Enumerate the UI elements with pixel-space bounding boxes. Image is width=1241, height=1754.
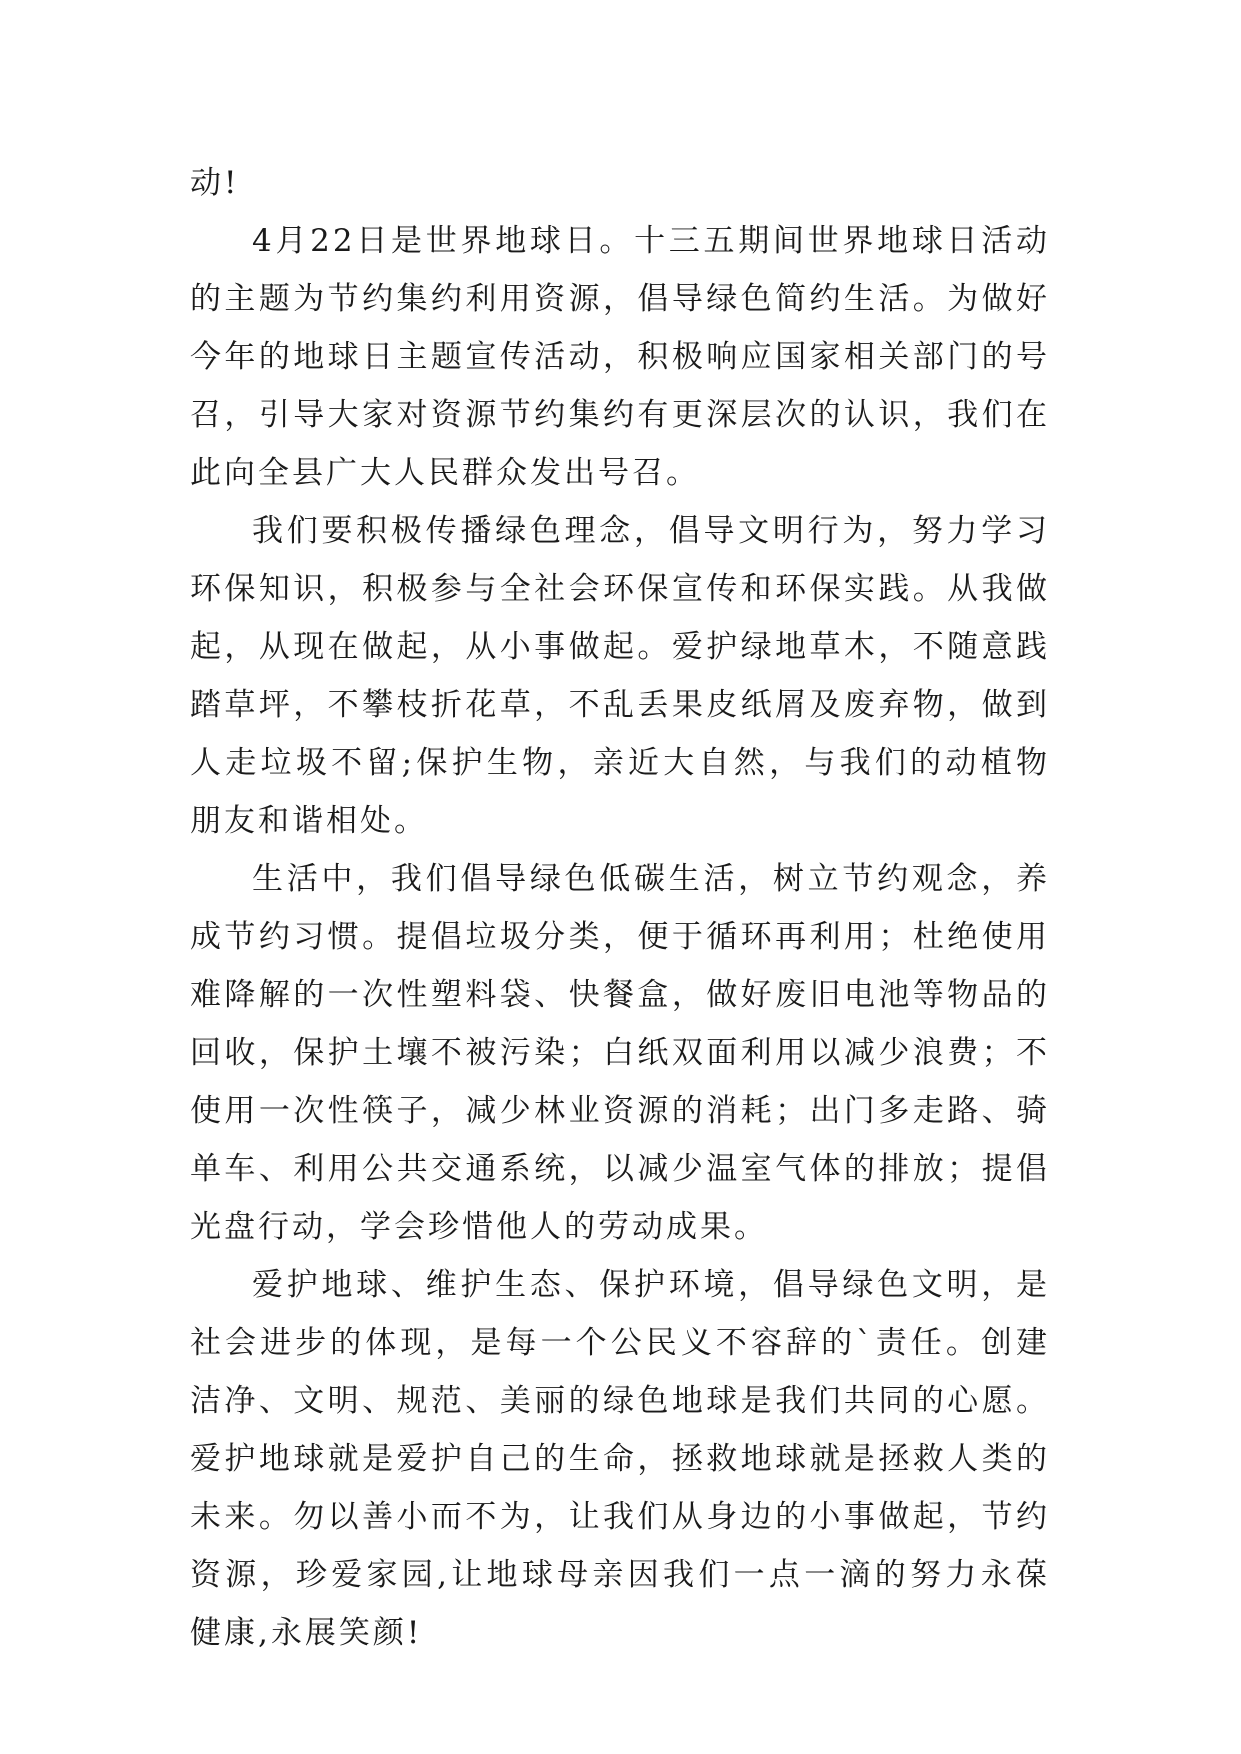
- document-body: [190, 154, 1050, 1662]
- paragraph-continuation: 动!: [190, 165, 240, 201]
- paragraph-low-carbon-life: 生活中，我们倡导绿色低碳生活，树立节约观念，养成节约习惯。提倡垃圾分类，便于循环再利用；杜绝使用难降解的一次性塑料袋、快餐盒，做好废旧电池等物品的回收，保护土壤不被污染；白纸双面利用以减少浪费；不使用一次性筷子，减少林业资源的消耗；出门多走路、骑单车、利用公共交通系统，以减少温室气体的排放；提倡光盘行动，学会珍惜他人的劳动成果。: [190, 861, 1050, 1245]
- paragraph-conclusion: 爱护地球、维护生态、保护环境，倡导绿色文明，是社会进步的体现，是每一个公民义不容辞的`责任。创建洁净、文明、规范、美丽的绿色地球是我们共同的心愿。爱护地球就是爱护自己的生命，拯救地球就是拯救人类的未来。勿以善小而不为，让我们从身边的小事做起，节约资源，珍爱家园,让地球母亲因我们一点一滴的努力永葆健康,永展笑颜!: [190, 1267, 1050, 1651]
- paragraph-green-ideas: 我们要积极传播绿色理念，倡导文明行为，努力学习环保知识，积极参与全社会环保宣传和环保实践。从我做起，从现在做起，从小事做起。爱护绿地草木，不随意践踏草坪，不攀枝折花草，不乱丢果皮纸屑及废弃物，做到人走垃圾不留;保护生物，亲近大自然，与我们的动植物朋友和谐相处。: [190, 513, 1050, 839]
- paragraph-earth-day-intro: 4月22日是世界地球日。十三五期间世界地球日活动的主题为节约集约利用资源，倡导绿色简约生活。为做好今年的地球日主题宣传活动，积极响应国家相关部门的号召，引导大家对资源节约集约有更深层次的认识，我们在此向全县广大人民群众发出号召。: [190, 223, 1050, 491]
